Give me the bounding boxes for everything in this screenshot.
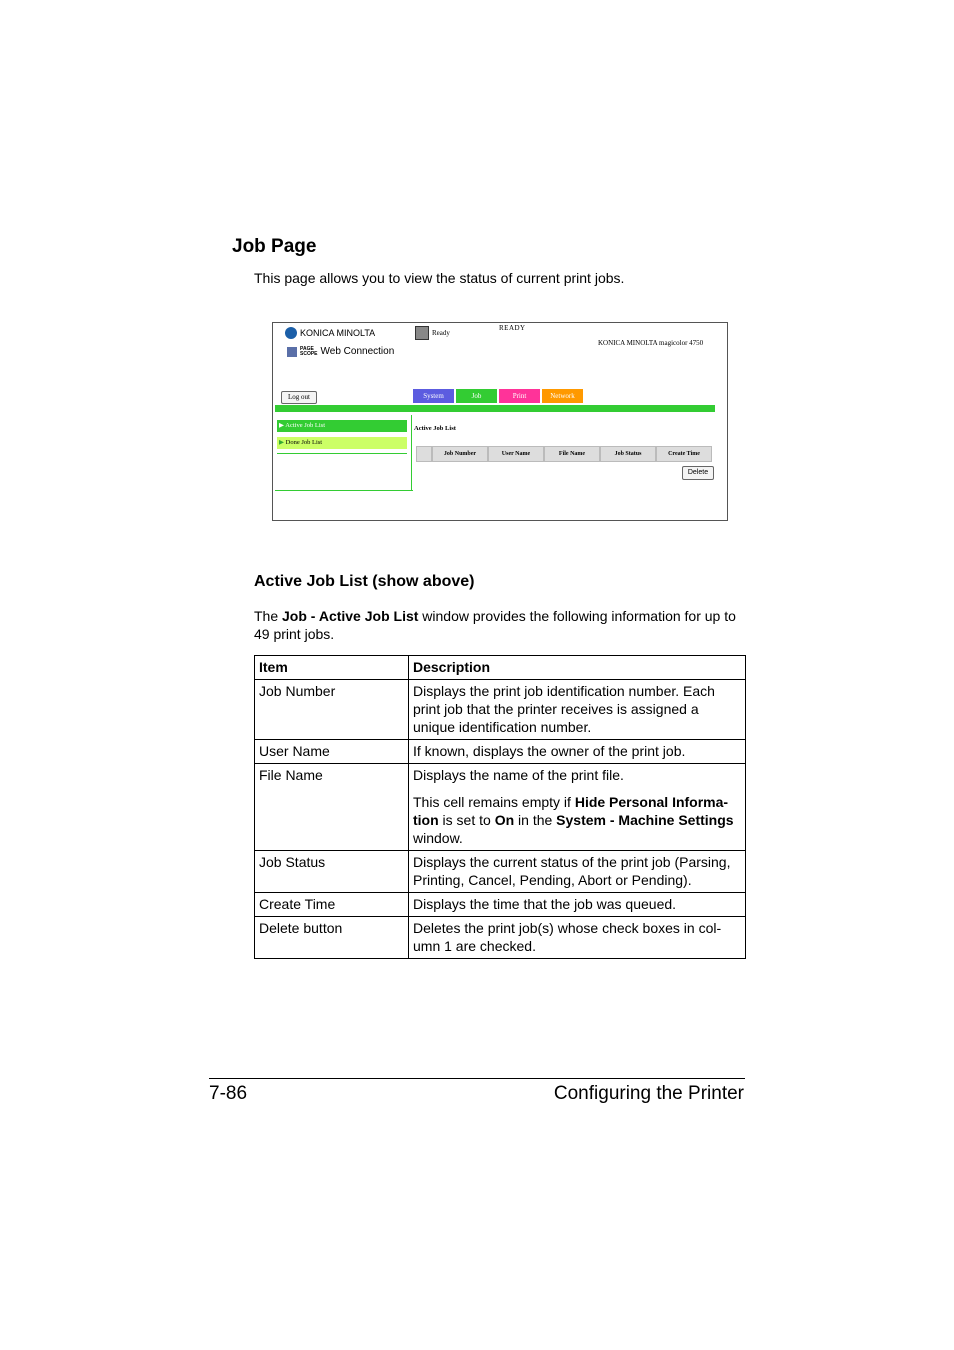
page-number: 7-86 [209,1083,248,1104]
tab-system[interactable]: System [413,389,454,403]
tab-print[interactable]: Print [499,389,540,403]
panel-title: Active Job List [414,425,456,432]
table-row [255,851,746,893]
pagescope-icon [287,347,297,357]
description-cell: Displays the current status of the print job (Parsing, Printing, Cancel, Pending, Abort or Pending). [409,851,746,893]
column-header-file-name: File Name [545,447,599,461]
sidebar-divider [277,453,407,454]
table-row [255,740,746,764]
sidebar-bottom-divider [275,490,413,491]
panel-divider [411,415,412,490]
model-name: KONICA MINOLTA magicolor 4750 [598,339,704,347]
info-table [254,655,746,959]
printer-status-icon [415,326,429,340]
item-cell: Create Time [255,893,409,917]
brand-logo [285,327,375,339]
note-bold: On [494,812,515,828]
table-row [255,680,746,740]
description-cell: Displays the time that the job was queued. [409,893,746,917]
column-header-checkbox [417,447,431,461]
table-row [255,764,746,851]
web-connection-screenshot [272,322,728,521]
note-bold: Hide Personal Informa-tion [413,794,729,828]
column-header-job-number: Job Number [433,447,487,461]
triangle-right-icon: ▶ [279,422,284,429]
column-header-user-name: User Name [489,447,543,461]
delete-button[interactable]: Delete [682,466,714,480]
header-item: Item [255,656,409,680]
sidebar-item-done-job-list[interactable] [277,437,407,449]
table-header-row [255,656,746,680]
section-title: Job Page [232,236,317,257]
triangle-right-icon: ▶ [279,439,284,446]
note-text: window. [413,830,463,846]
table-row [255,893,746,917]
header-description: Description [409,656,746,680]
chapter-title: Configuring the Printer [553,1083,744,1104]
tab-job[interactable]: Job [456,389,497,403]
sidebar-item-active-job-list[interactable] [277,420,407,432]
note-text: in the [514,812,557,828]
item-cell: Job Status [255,851,409,893]
note-text: This cell remains empty if [413,794,575,810]
status-ready-big: READY [499,324,526,332]
description-cell: Displays the print job identification number. Each print job that the printer receives is assigned a unique identification number. [409,680,746,740]
logout-button[interactable]: Log out [281,391,317,404]
description-text: Displays the name of the print file. [413,767,624,783]
konica-logo-icon [285,327,297,339]
description-note [413,793,741,847]
item-cell: User Name [255,740,409,764]
web-connection-label: Web Connection [320,346,395,357]
sidebar-item-label: Done Job List [285,439,323,446]
pagescope-small-2: SCOPE [300,350,318,357]
para-text-1: The [254,608,283,624]
description-cell: Deletes the print job(s) whose check boxes in col-umn 1 are checked. [409,917,746,959]
tab-network[interactable]: Network [542,389,583,403]
description-paragraph [254,607,744,643]
status-ready-small: Ready [432,329,450,337]
pagescope-logo [287,346,394,357]
subsection-title: Active Job List (show above) [254,573,475,590]
column-header-job-status: Job Status [601,447,655,461]
sidebar-item-label: Active Job List [285,422,325,429]
para-text-2: window provides the following information for up to 49 print jobs. [254,608,736,642]
item-cell: File Name [255,764,409,851]
item-cell: Delete button [255,917,409,959]
column-header-create-time: Create Time [657,447,711,461]
brand-name: KONICA MINOLTA [300,328,376,338]
header-divider [275,405,715,412]
note-bold: System - Machine Settings [556,812,734,828]
description-cell: If known, displays the owner of the print job. [409,740,746,764]
note-text: is set to [438,812,495,828]
item-cell: Job Number [255,680,409,740]
description-cell [409,764,746,851]
job-table-header [416,446,712,462]
para-bold: Job - Active Job List [282,608,419,624]
pagescope-small-1: PAGE [300,345,314,352]
intro-text: This page allows you to view the status of current print jobs. [254,270,625,286]
footer-divider [209,1078,745,1079]
table-row [255,917,746,959]
